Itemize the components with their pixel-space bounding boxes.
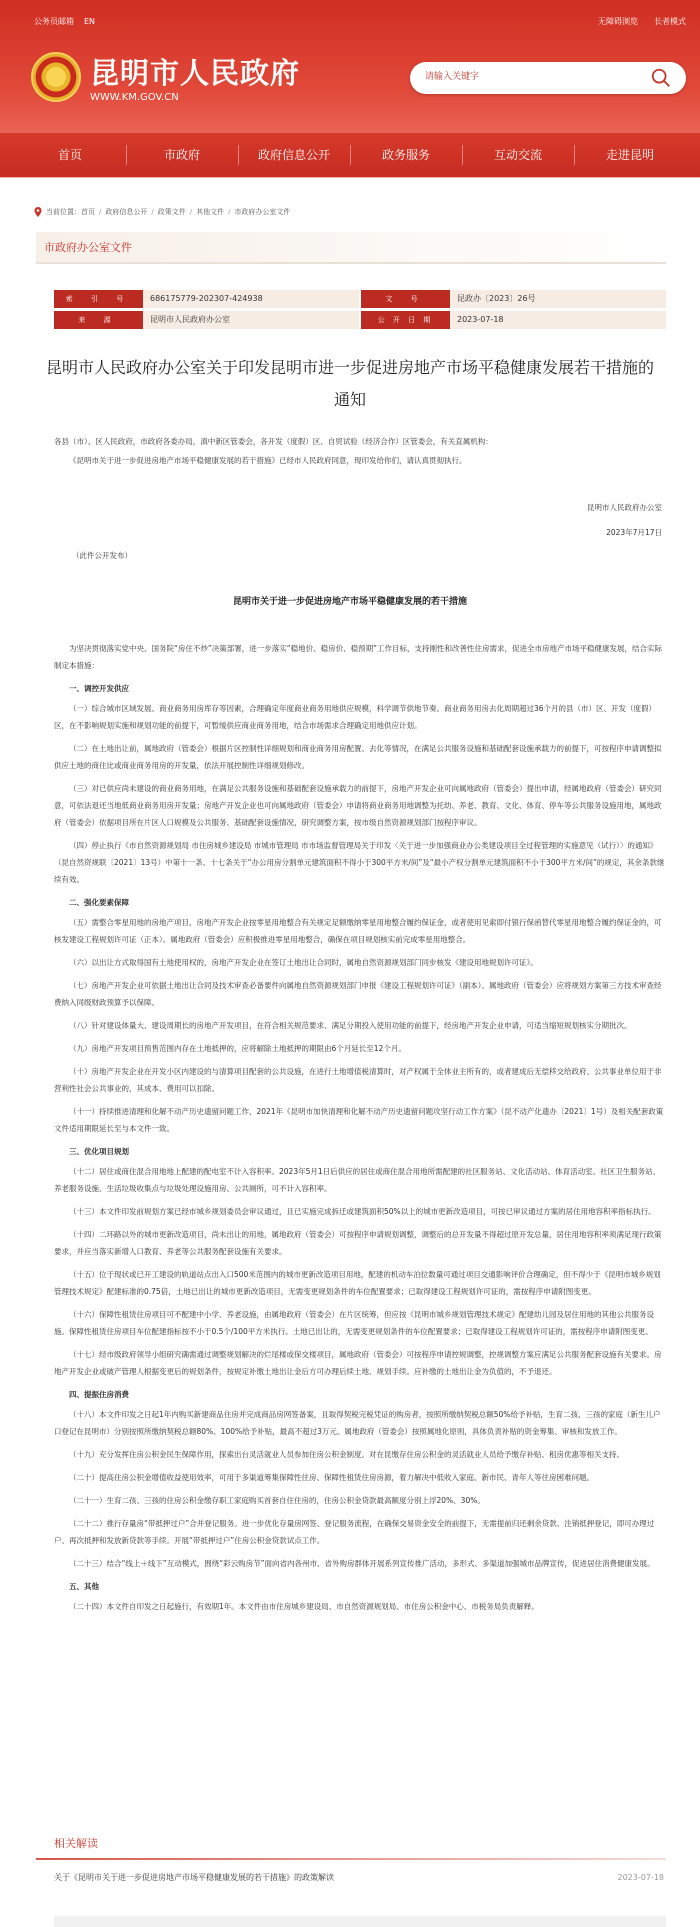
- nav-government[interactable]: 市政府: [126, 133, 238, 177]
- section-heading: 四、提振住房消费: [69, 1390, 129, 1399]
- recipients: 各县（市）、区人民政府，市政府各委办局，滇中新区管委会，各开发（度假）区、自贸试验（经济合作）区管委会，有关直属机构：: [54, 437, 493, 446]
- notice-body: [54, 432, 666, 470]
- section-heading: 五、其他: [69, 1582, 99, 1591]
- meta-row-2: [54, 311, 666, 329]
- paragraph: （十六）保障性租赁住房项目可不配建中小学、养老设施，由属地政府（管委会）在片区统筹，但应按《昆明市城乡规划管理技术规定》配建幼儿园及居住用地的其他公共服务设施。保障性租赁住房项目车位配建指标按不小于0.5个/100平方米执行。土地已出让的，无需变更规划条件的车位配置要求；已取得建设工程规划许可证的，需按程序申请附图变更。: [54, 1310, 654, 1336]
- mail-link[interactable]: 公务员邮箱: [34, 17, 74, 26]
- section-heading: 一、调控开发供应: [69, 684, 129, 693]
- paragraph: （一）综合城市区域发展、商业商务用房库存等因素，合理确定年度商业商务用地供应规模，科学调节供地节奏。商业商务用房去化周期超过36个月的县（市）区、开发（度假）区，在不影响规划实施和规划功能的前提下，可暂缓供应商业商务用地，结合市场需求合理确定用地供应计划。: [54, 704, 657, 730]
- paragraph: （十八）本文件印发之日起1年内购买新建商品住房并完成商品房网签备案，且取得契税完税凭证的购房者，按照所缴纳契税总额50%给予补贴，生育二孩、三孩的家庭（新生儿户口登记在昆明市）分别按照所缴纳契税总额80%、100%给予补贴，最高不超过3万元。属地政府（管委会）按照属地化原则，具体负责补贴的资金筹集、审核和发放工作。: [54, 1410, 661, 1436]
- document-title: 昆明市人民政府办公室关于印发昆明市进一步促进房地产市场平稳健康发展若干措施的通知: [45, 358, 654, 409]
- main-nav: [0, 133, 700, 177]
- footer-bar: [54, 1916, 666, 1927]
- paragraph: （十一）持续推进清理和化解不动产历史遗留问题工作，2021年《昆明市加快清理和化解不动产历史遗留问题攻坚行动工作方案》（昆不动产化遗办〔2021〕1号）及相关配套政策文件适用期限延长至与本文件一致。: [54, 1107, 664, 1133]
- docnum-label: 文 号: [361, 290, 450, 308]
- related-divider: [36, 1858, 666, 1860]
- paragraph: （三）对已供应尚未建设的商业商务用地，在满足公共服务设施和基础配套设施承载力的前提下，房地产开发企业可向属地政府（管委会）提出申请，经属地政府（管委会）研究同意，可依法退还当地低商业商务用房开发量；房地产开发企业也可向属地政府（管委会）申请将商业商务用地调整为托幼、养老、教育、文化、体育、停车等公共服务设施用地，属地政府（管委会）依据项目所在片区人口规模及公共服务、基础配套设施情况，研究调整方案，按市级自然资源规划部门按程序审议。: [54, 784, 662, 827]
- site-header: [0, 0, 700, 178]
- signature-issuer: 昆明市人民政府办公室: [587, 503, 662, 512]
- measures-content: [54, 640, 666, 1621]
- paragraph: （十五）位于现状或已开工建设的轨道站点出入口500米范围内的城市更新改造项目用地，配建的机动车泊位数量可通过项目交通影响评价合理确定，但不得少于《昆明市城乡规划管理技术规定》配建标准的0.75倍，土地已出让的城市更新改造项目，无需变更规划条件的车位配置要求；已取得建设工程规划许可证的，需按程序申请附图变更。: [54, 1270, 661, 1296]
- related-section: [36, 1836, 666, 1860]
- nav-about-kunming[interactable]: 走进昆明: [574, 133, 686, 177]
- breadcrumb-current[interactable]: 当前位置：首页: [46, 208, 95, 216]
- breadcrumb-office-docs[interactable]: 市政府办公室文件: [234, 208, 291, 216]
- paragraph: 为坚决贯彻落实党中央、国务院“房住不炒”决策部署，进一步落实“稳地价、稳房价、稳预期”工作目标，支持刚性和改善性住房需求，促进全市房地产市场平稳健康发展，结合实际制定本措施：: [54, 644, 663, 670]
- breadcrumb-info-disclosure[interactable]: 政府信息公开: [105, 208, 148, 216]
- search-box[interactable]: [410, 62, 686, 94]
- section-heading: 二、强化要素保障: [69, 898, 129, 907]
- paragraph: （二十二）推行存量房“带抵押过户”合并登记服务。进一步优化存量房网签、登记服务流程，在确保交易资金安全的前提下，无需提前归还剩余贷款、注销抵押登记，即可办理过户、再次抵押和发放新贷款等手续。开展“带抵押过户”住房公积金贷款试点工作。: [54, 1519, 655, 1545]
- measures-title: 昆明市关于进一步促进房地产市场平稳健康发展的若干措施: [232, 597, 467, 607]
- paragraph: （五）需整合零星用地的房地产项目，房地产开发企业按零星用地整合有关规定足额缴纳零星用地整合履约保证金，或者使用见索即付银行保函替代零星用地整合履约保证金的，可核发建设工程规划许可证（正本）。属地政府（管委会）应积极推进零星用地整合，确保在项目规划核实前完成零星用地整合。: [54, 918, 662, 944]
- paragraph: （十二）居住或商住混合用地地上配建的配电室不计入容积率。2023年5月1日后供应的居住或商住混合用地所需配建的社区服务站、文化活动站、体育活动室、社区卫生服务站、养老服务设施、生活垃圾收集点与垃圾处理设施用房、公共厕所，可不计入容积率。: [54, 1167, 661, 1193]
- section-heading: 三、优化项目规划: [69, 1147, 129, 1156]
- nav-interaction[interactable]: 互动交流: [462, 133, 574, 177]
- paragraph: （十九）充分发挥住房公积金民生保障作用，探索出台灵活就业人员参加住房公积金制度。对在昆缴存住房公积金的灵活就业人员给予缴存补贴、租房优惠等相关支持。: [69, 1450, 624, 1459]
- search-input[interactable]: 请输入关键字: [425, 72, 480, 82]
- breadcrumb-other-docs[interactable]: 其他文件: [196, 208, 225, 216]
- breadcrumb-policy-docs[interactable]: 政策文件: [157, 208, 186, 216]
- paragraph: （十三）本文件印发前规划方案已经市城乡规划委员会审议通过，且已实施完成拆迁或建筑面积50%以上的城市更新改造项目，可按已审议通过方案的居住用地容积率指标执行。: [69, 1207, 656, 1216]
- section-header: [36, 232, 666, 264]
- notice-text: 《昆明市关于进一步促进房地产市场平稳健康发展的若干措施》已经市人民政府同意，现印发给你们，请认真贯彻执行。: [69, 456, 467, 465]
- nav-services[interactable]: 政务服务: [350, 133, 462, 177]
- docnum-value: 昆政办〔2023〕26号: [450, 290, 666, 308]
- paragraph: （二十）提高住房公积金增值收益使用效率，可用于多渠道筹集保障性住房、保障性租赁住房房源，着力解决中低收入家庭、新市民、青年人等住房困难问题。: [69, 1473, 594, 1482]
- paragraph: （九）房地产开发项目预售范围内存在土地抵押的，应将解除土地抵押的期限由6个月延长至12个月。: [69, 1044, 406, 1053]
- related-title: 相关解读: [54, 1837, 98, 1850]
- date-label: 公 开 日 期: [361, 311, 450, 329]
- related-link[interactable]: 关于《昆明市关于进一步促进房地产市场平稳健康发展的若干措施》的政策解读: [54, 1873, 334, 1882]
- elder-mode-link[interactable]: 长者模式: [654, 17, 686, 26]
- search-icon[interactable]: [650, 67, 672, 89]
- breadcrumb-separator: /: [151, 208, 154, 216]
- breadcrumb: [34, 207, 290, 218]
- breadcrumb-separator: /: [189, 208, 193, 216]
- paragraph: （二十三）结合“线上＋线下”互动模式，围绕“彩云购房节”面向省内各州市、省外购房群体开展系列宣传推广活动，多形式、多渠道加强城市品牌宣传，促进居住消费健康发展。: [69, 1559, 655, 1568]
- paragraph: （十四）二环路以外的城市更新改造项目，尚未出让的用地，属地政府（管委会）可按程序申请规划调整，调整后的总开发量不得超过原开发总量，居住用地容积率须满足现行政策要求，并应当落实新增人口教育、养老等公共服务配套设施有关要求。: [54, 1230, 662, 1256]
- related-date: 2023-07-18: [617, 1873, 664, 1882]
- section-title: 市政府办公室文件: [44, 241, 132, 254]
- national-emblem-logo: [31, 52, 81, 102]
- accessibility-link[interactable]: 无障碍浏览: [598, 17, 638, 26]
- paragraph: （二十一）生育二孩、三孩的住房公积金缴存职工家庭购买首套自住住房的，住房公积金贷款最高额度分别上浮20%、30%。: [69, 1496, 485, 1505]
- paragraph: （八）针对建设体量大、建设周期长的房地产开发项目，在符合相关规范要求、满足分期投入使用功能的前提下，经房地产开发企业申请，可适当缩短规划核实分期批次。: [69, 1021, 632, 1030]
- nav-home[interactable]: 首页: [57, 148, 82, 162]
- signature-date: 2023年7月17日: [606, 528, 662, 537]
- source-label: 来 源: [54, 311, 143, 329]
- site-url: WWW.KM.GOV.CN: [90, 92, 179, 103]
- breadcrumb-separator: /: [228, 208, 231, 216]
- paragraph: （二十四）本文件自印发之日起施行，有效期1年。本文件由市住房城乡建设局、市自然资源规划局、市住房公积金中心、市税务局负责解释。: [69, 1602, 539, 1611]
- top-links: [34, 16, 95, 28]
- nav-info-disclosure[interactable]: 政府信息公开: [238, 133, 350, 177]
- paragraph: （七）房地产开发企业可依据土地出让合同及技术审查必备要件向属地自然资源规划部门申报《建设工程规划许可证》（副本）。属地政府（管委会）应将规划方案第三方技术审查经费纳入同级财政预算予以保障。: [54, 981, 662, 1007]
- meta-row-1: [54, 290, 666, 308]
- index-value: 686175779-202307-424938: [143, 290, 359, 308]
- public-release-note: （此件公开发布）: [72, 551, 132, 560]
- site-name: 昆明市人民政府: [90, 56, 301, 90]
- english-link[interactable]: EN: [84, 17, 96, 26]
- paragraph: （十）房地产开发企业在开发小区内建设的与清算项目配套的公共设施，在进行土地增值税清算时，对产权属于全体业主所有的，或者建成后无偿移交给政府、公共事业单位用于非营利性社会公共事业的，其成本、费用可以扣除。: [54, 1067, 662, 1093]
- source-value: 昆明市人民政府办公室: [143, 311, 359, 329]
- breadcrumb-separator: /: [99, 208, 102, 216]
- paragraph: （二）在土地出让前，属地政府（管委会）根据片区控制性详细规划和商业商务用房配置、去化等情况，在满足公共服务设施和基础配套设施承载力的前提下，可按程序申请调整拟供应土地的商住比或商业商务用房的开发量，依法开展控制性详细规划修改。: [54, 744, 662, 770]
- paragraph: （十七）经市级政府领导小组研究确需通过调整规划解决的烂尾楼或保交楼项目，属地政府（管委会）可按程序申请控规调整，控规调整方案应满足公共服务配套设施有关要求。房地产开发企业或破产管理人根据变更后的规划条件，按规定补缴土地出让金后方可办理后续土地、规划手续。应补缴的土地出让金为负值的，不予退还。: [54, 1350, 662, 1376]
- top-right-links: [598, 16, 686, 28]
- index-label: 索 引 号: [54, 290, 143, 308]
- location-pin-icon: [34, 207, 42, 217]
- paragraph: （四）停止执行《市自然资源规划局 市住房城乡建设局 市城市管理局 市市场监督管理局关于印发〈关于进一步加强商业办公类建设项目全过程管理的实施意见（试行）〉的通知》（昆自然资规联〔2021〕13号）中第十一条、十七条关于“办公用房分割单元建筑面积不得小于300平方米/间”及“最小产权分割单元建筑面积不小于300平方米/间”的规定，其余条款继续有效。: [54, 841, 665, 884]
- paragraph: （六）以出让方式取得国有土地使用权的，房地产开发企业在签订土地出让合同时，属地自然资源规划部门同步核发《建设用地规划许可证》。: [69, 958, 538, 967]
- date-value: 2023-07-18: [450, 311, 666, 329]
